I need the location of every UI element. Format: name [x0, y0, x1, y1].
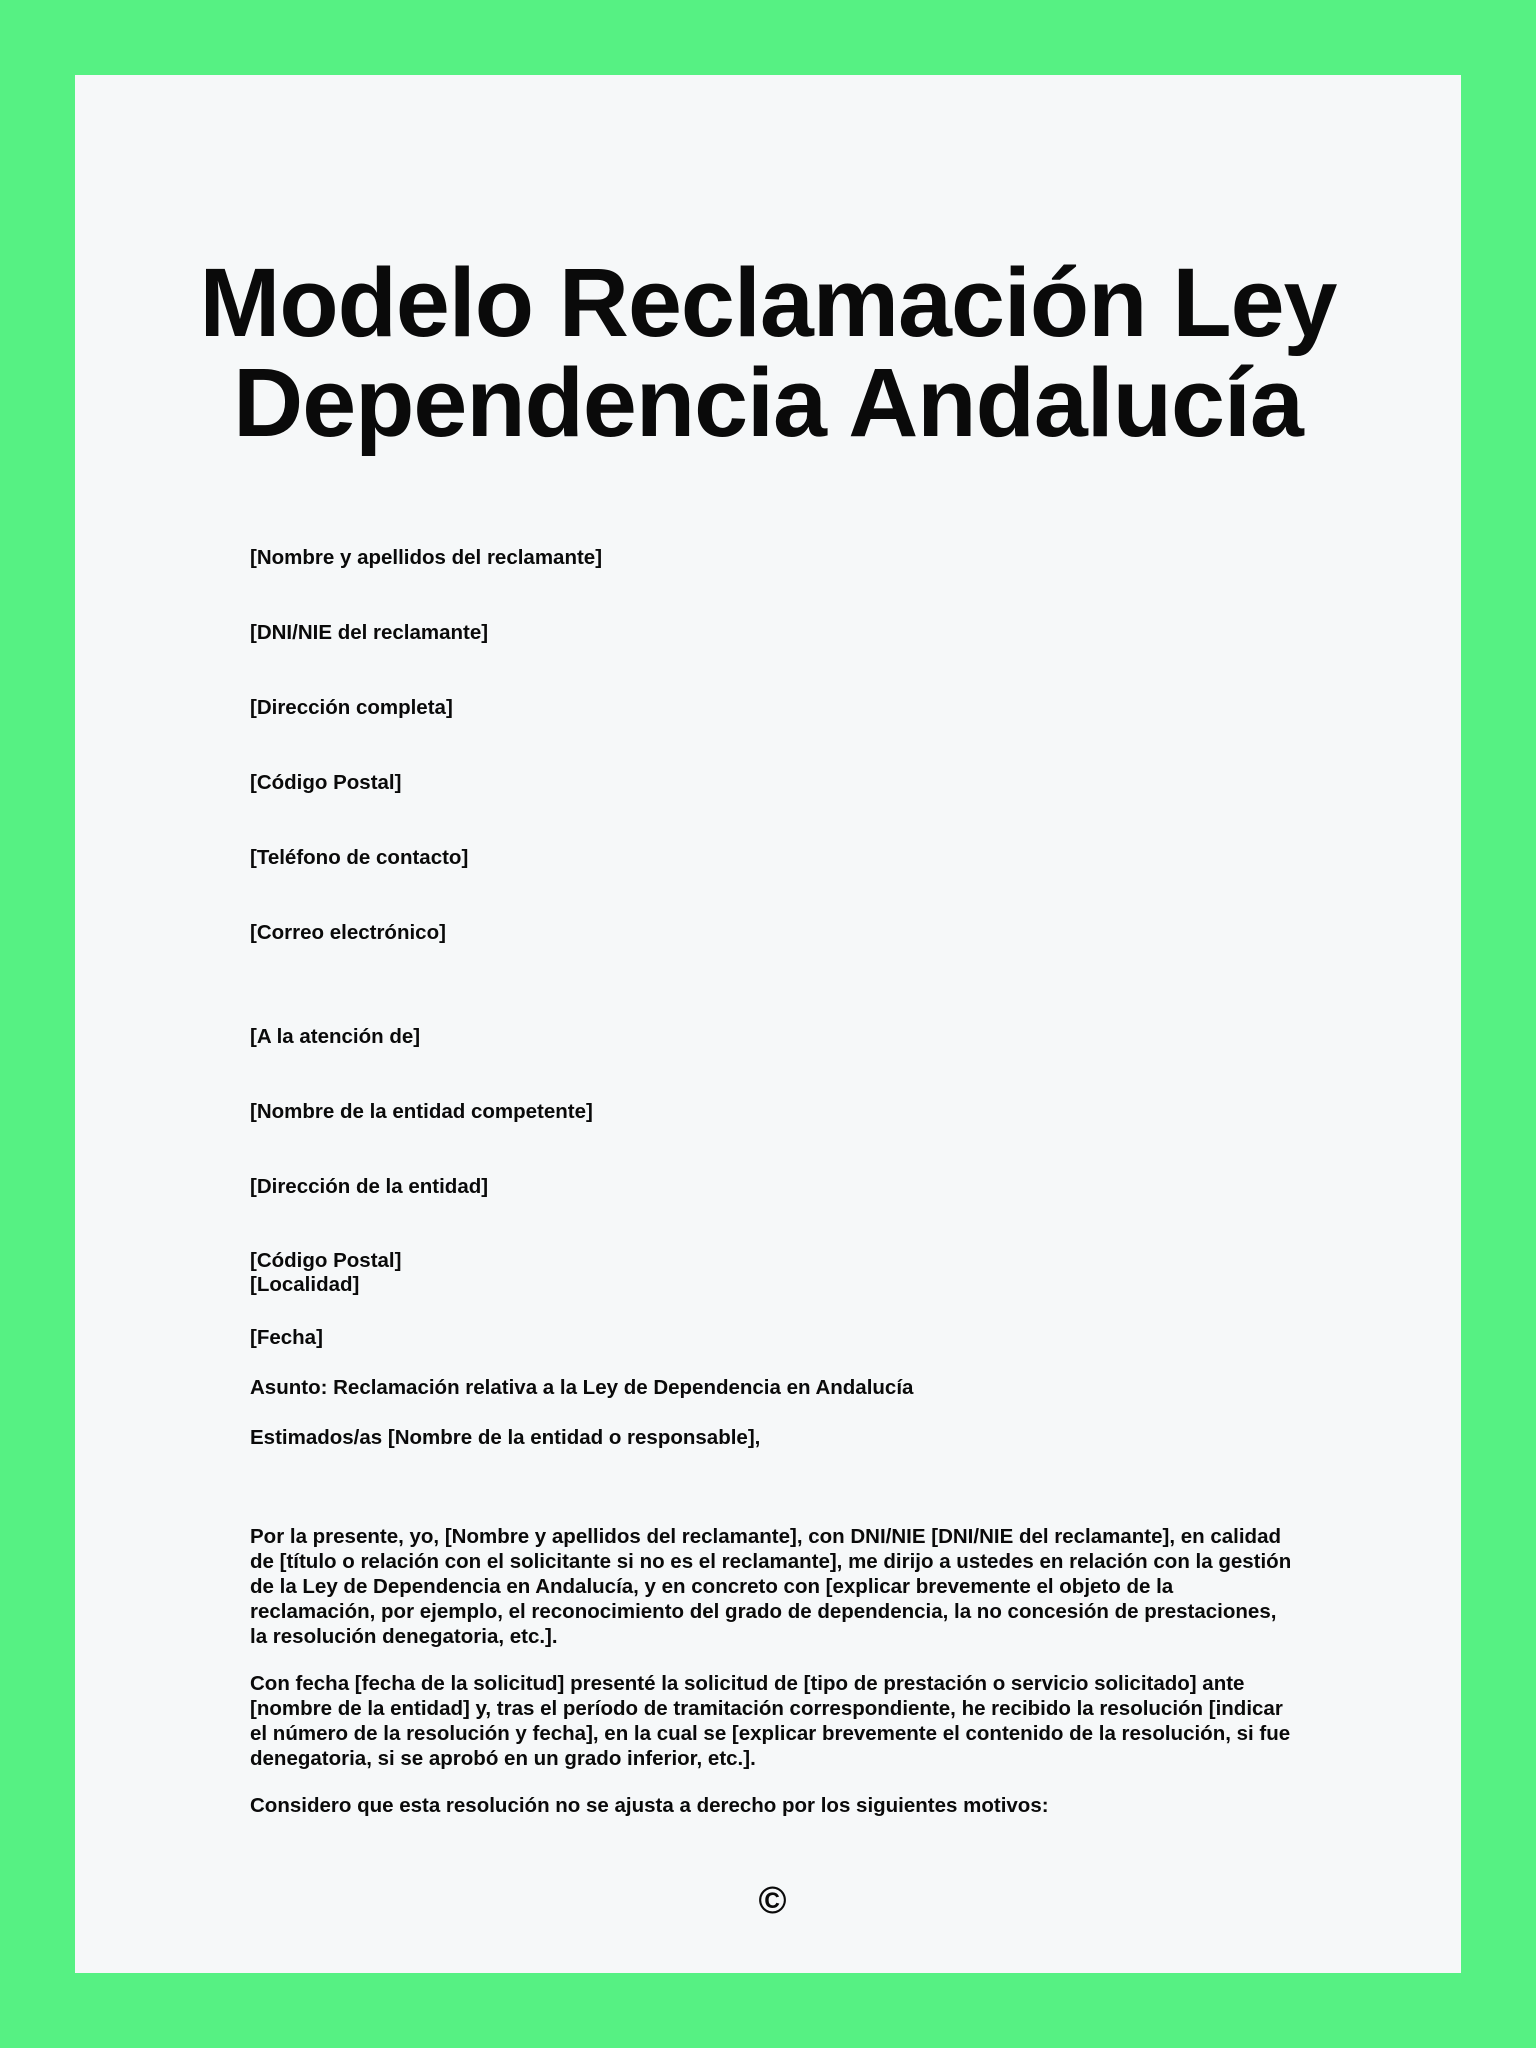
document-title: Modelo Reclamación Ley Dependencia Andalucía	[199, 248, 1337, 457]
page-footer	[250, 1880, 1295, 1922]
entity-name-field: [Nombre de la entidad competente]	[250, 1100, 593, 1123]
attention-of-field: [A la atención de]	[250, 1025, 421, 1048]
greeting-line: Estimados/as [Nombre de la entidad o responsable],	[250, 1426, 761, 1449]
date-field: [Fecha]	[250, 1326, 323, 1349]
body-paragraph-2: Con fecha [fecha de la solicitud] presenté la solicitud de [tipo de prestación o servicio solicitado] ante [nombre de la entidad] y, tras el período de tramitación correspondiente, he recibido la resolución [indicar el número de la resolución y fecha], en la cual se [explicar brevemente el contenido de la resolución, si fue denegatoria, si se aprobó en un grado inferior, etc.].	[250, 1672, 1291, 1770]
sender-dni-field: [DNI/NIE del reclamante]	[250, 621, 489, 644]
sender-phone-field: [Teléfono de contacto]	[250, 846, 469, 869]
entity-postal-locality-block	[250, 1249, 1295, 1297]
sender-postal-code-field: [Código Postal]	[250, 771, 402, 794]
sender-address-field: [Dirección completa]	[250, 696, 453, 719]
copyright-icon: ©	[758, 1880, 787, 1922]
body-paragraph-3: Considero que esta resolución no se ajusta a derecho por los siguientes motivos:	[250, 1794, 1049, 1817]
subject-line: Asunto: Reclamación relativa a la Ley de Dependencia en Andalucía	[250, 1376, 914, 1399]
sender-email-field: [Correo electrónico]	[250, 921, 446, 944]
entity-address-field: [Dirección de la entidad]	[250, 1175, 489, 1198]
sender-name-field: [Nombre y apellidos del reclamante]	[250, 546, 603, 569]
body-paragraph-1: Por la presente, yo, [Nombre y apellidos del reclamante], con DNI/NIE [DNI/NIE del reclamante], en calidad de [título o relación con el solicitante si no es el reclamante], me dirijo a ustedes en relación con la gestión de la Ley de Dependencia en Andalucía, y en concreto con [explicar brevemente el objeto de la reclamación, por ejemplo, el reconocimiento del grado de dependencia, la no concesión de prestaciones, la resolución denegatoria, etc.].	[250, 1525, 1292, 1648]
entity-locality-line: [Localidad]	[250, 1273, 360, 1296]
letter-body	[250, 545, 1295, 1922]
document-page	[75, 75, 1461, 1973]
entity-postal-code-line: [Código Postal]	[250, 1249, 402, 1272]
